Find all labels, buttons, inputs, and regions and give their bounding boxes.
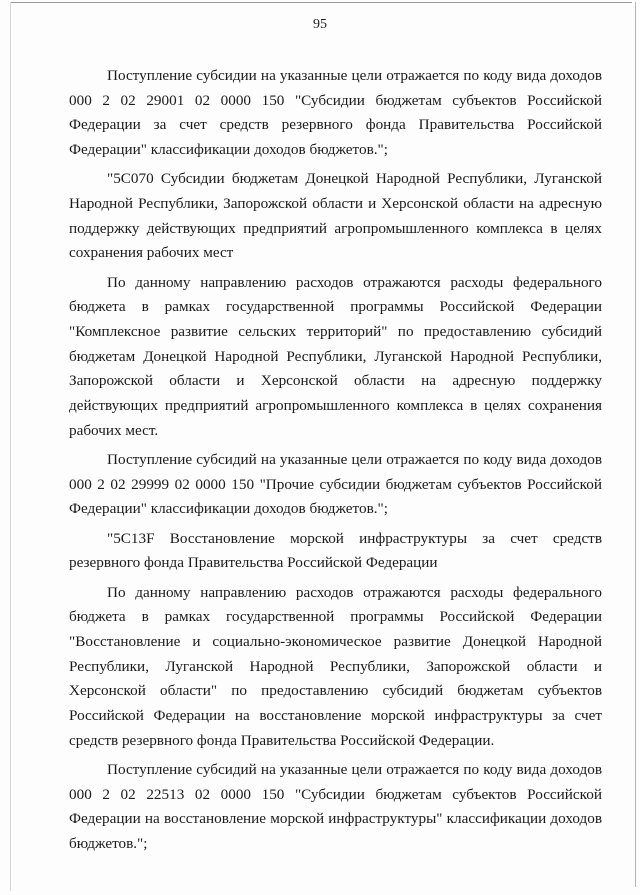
paragraph-income-code-29999: Поступление субсидий на указанные цели отражается по коду вида доходов 000 2 02 29999 02 0000 150 "Прочие субсидии бюджетам субъектов Российской Федерации" классификации доходов бюджетов."; bbox=[69, 451, 602, 518]
scan-edge-right bbox=[635, 2, 636, 887]
document-body bbox=[69, 64, 602, 861]
paragraph-income-code-22513: Поступление субсидий на указанные цели отражается по коду вида доходов 000 2 02 22513 02 0000 150 "Субсидии бюджетам субъектов Российской Федерации на восстановление морской инфраструктуры" классификации доходов бюджетов."; bbox=[69, 760, 602, 853]
paragraph-code-5c070-description: По данному направлению расходов отражаются расходы федерального бюджета в рамках государственной программы Российской Федерации "Комплексное развитие сельских территорий" по предоставлению субсидий бюджетам Донецкой Народной Республики, Луганской Народной Республики, Запорожской области и Херсонской области на адресную поддержку действующих предприятий агропромышленного комплекса в целях сохранения рабочих мест. bbox=[69, 273, 602, 439]
paragraph-code-5c13f-description: По данному направлению расходов отражаются расходы федерального бюджета в рамках государственной программы Российской Федерации "Восстановление и социально-экономическое развитие Донецкой Народной Республики, Луганской Народной Республики, Запорожской области и Херсонской области" по предоставлению субсидий бюджетам субъектов Российской Федерации на восстановление морской инфраструктуры за счет средств резервного фонда Правительства Российской Федерации. bbox=[69, 583, 602, 749]
scan-edge-left bbox=[10, 2, 11, 891]
paragraph-code-5c070-title: "5С070 Субсидии бюджетам Донецкой Народной Республики, Луганской Народной Республики, Запорожской области и Херсонской области на адресную поддержку действующих предприятий агропромышленного комплекса в целях сохранения рабочих мест bbox=[69, 170, 602, 262]
paragraph-income-code-29001: Поступление субсидии на указанные цели отражается по коду вида доходов 000 2 02 29001 02 0000 150 "Субсидии бюджетам субъектов Российской Федерации за счет средств резервного фонда Правительства Российской Федерации" классификации доходов бюджетов."; bbox=[69, 67, 602, 159]
paragraph-code-5c13f-title: "5С13F Восстановление морской инфраструктуры за счет средств резервного фонда Правительства Российской Федерации bbox=[69, 529, 602, 572]
scan-edge-top bbox=[10, 2, 632, 3]
page-number: 95 bbox=[313, 17, 327, 32]
